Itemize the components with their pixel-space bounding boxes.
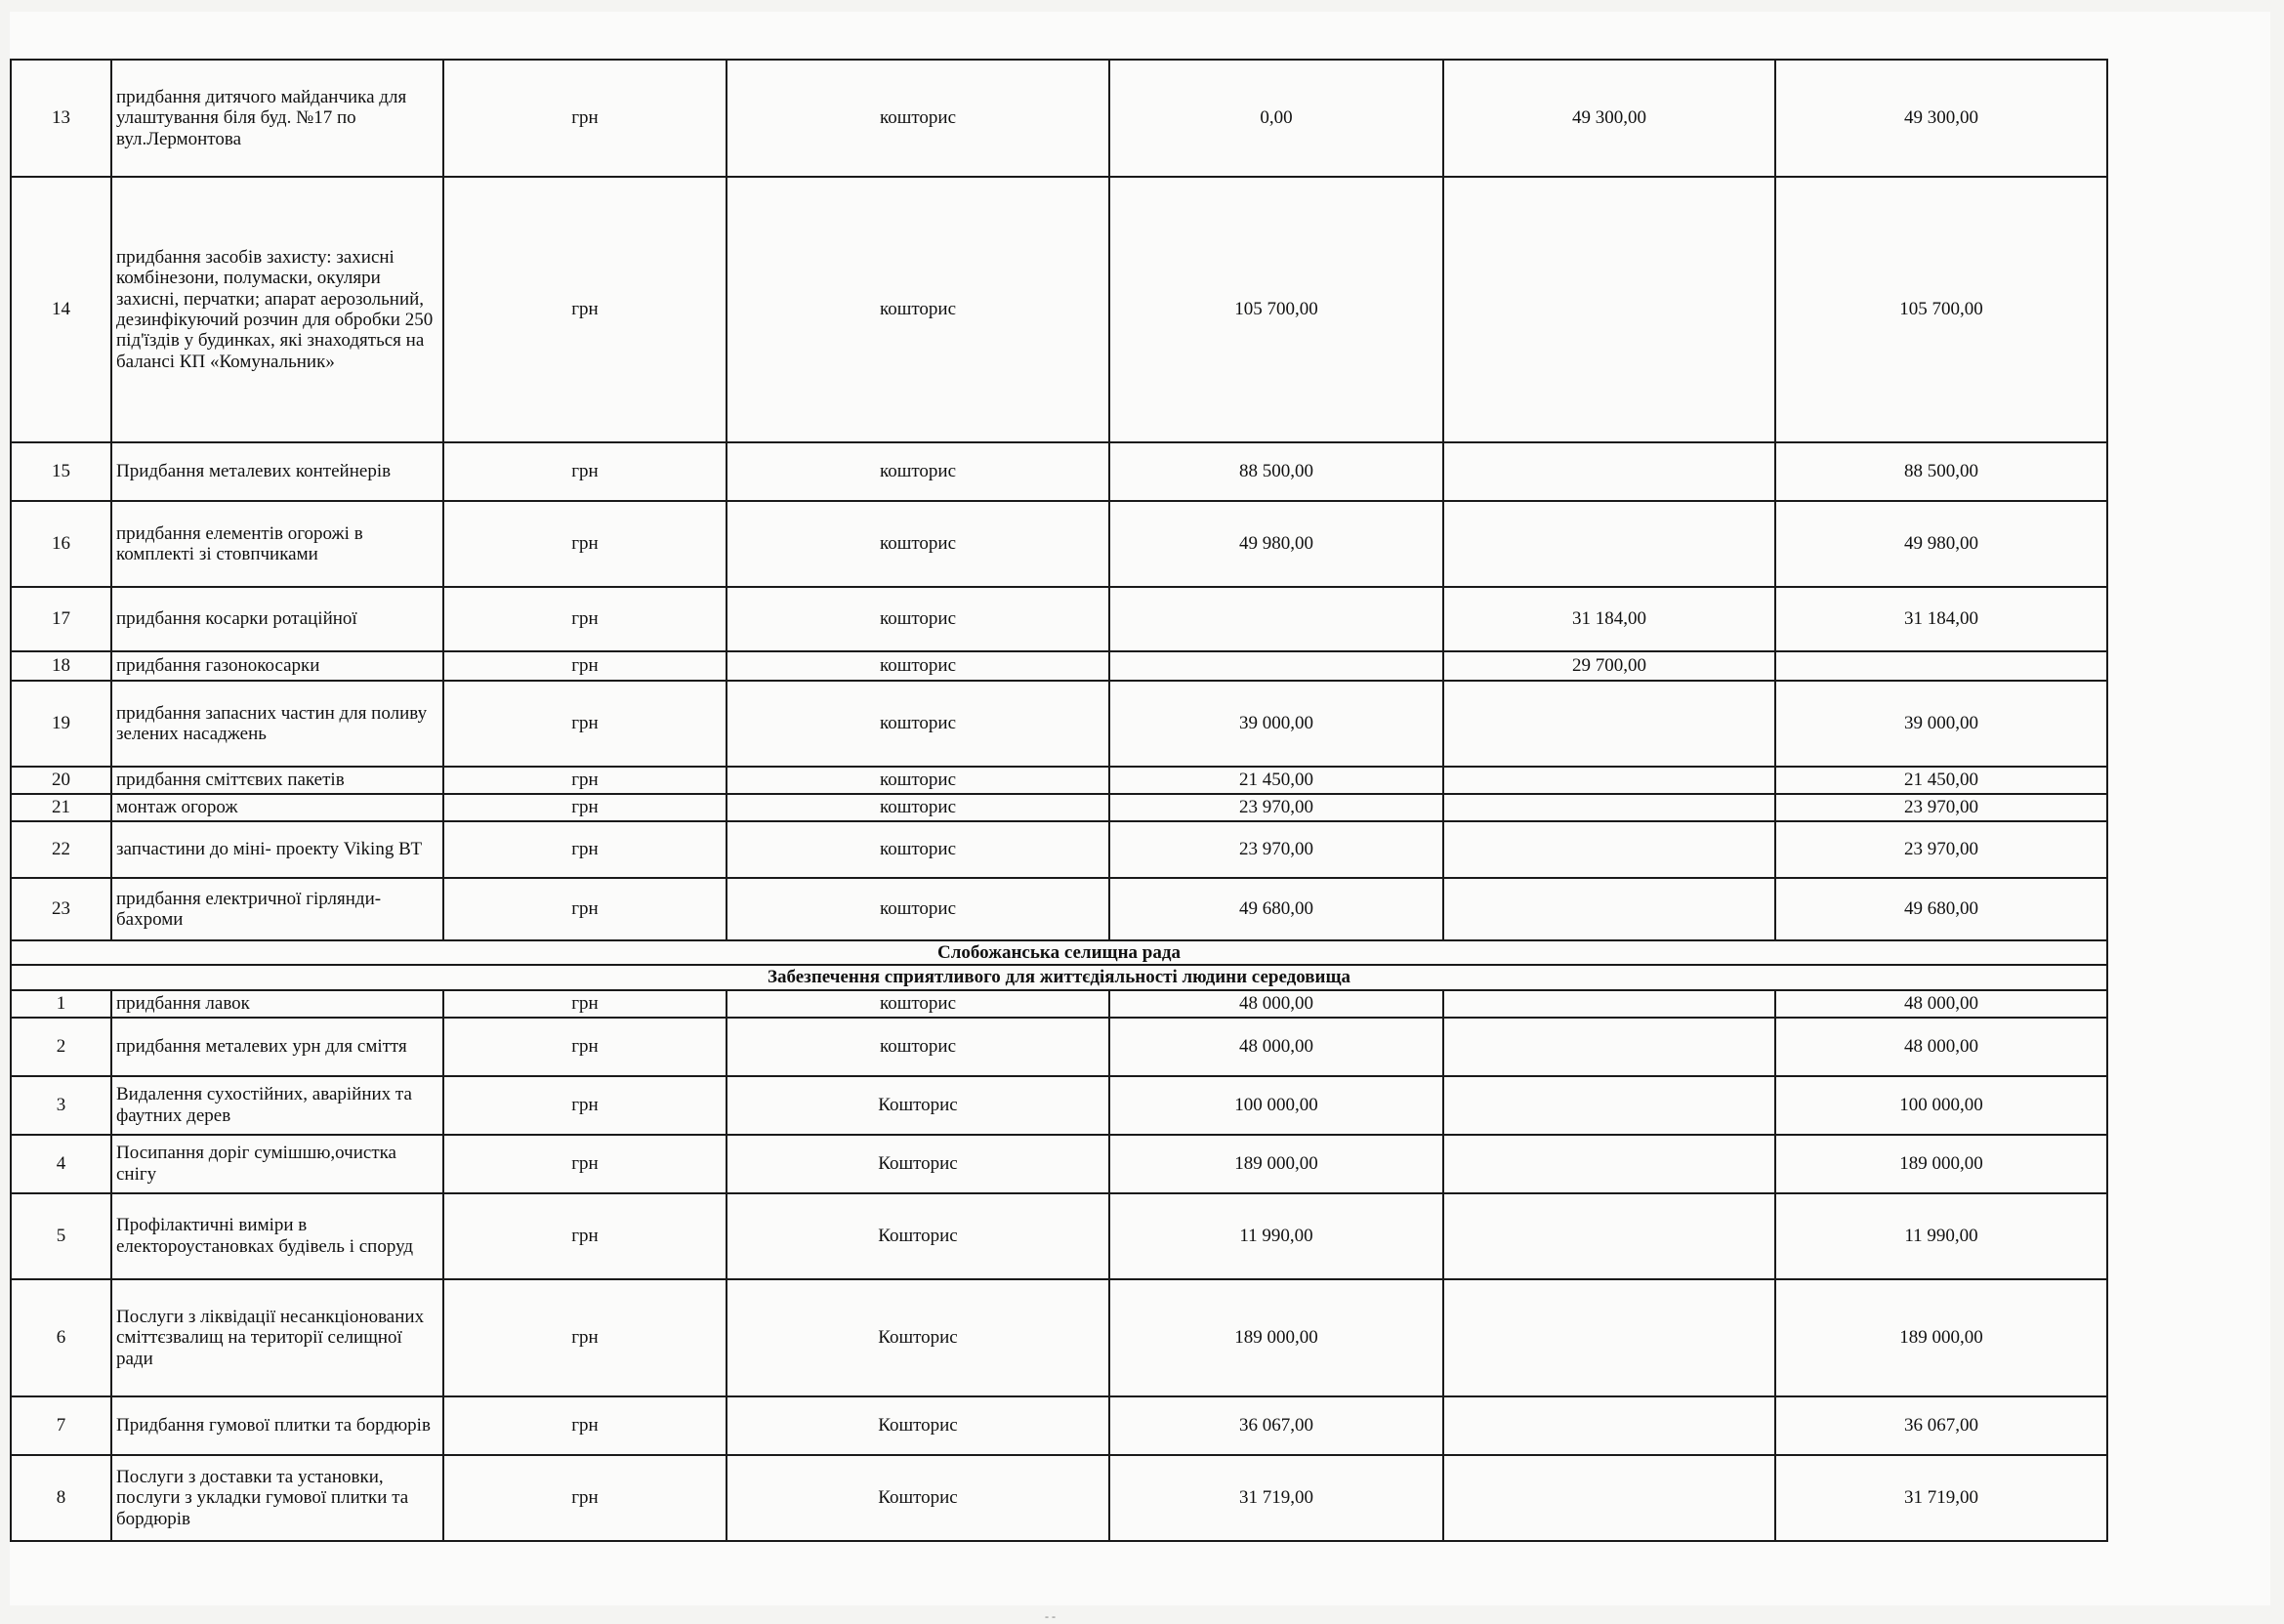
amount-total: 48 000,00 [1775,1018,2107,1076]
source-document: Кошторис [727,1135,1109,1193]
table-row [11,1455,2107,1541]
amount-column-2 [1443,177,1775,442]
item-name: запчастини до міні- проекту Viking ВТ [111,821,443,878]
section-header: Слобожанська селищна рада [11,940,2107,965]
unit-of-measure: грн [443,821,727,878]
row-number: 16 [11,501,111,587]
amount-column-2 [1443,501,1775,587]
source-document: кошторис [727,821,1109,878]
amount-column-2: 29 700,00 [1443,651,1775,681]
section-subheader-row [11,965,2107,989]
unit-of-measure: грн [443,442,727,501]
amount-column-1: 49 680,00 [1109,878,1443,940]
table-row [11,501,2107,587]
unit-of-measure: грн [443,1279,727,1396]
amount-column-2 [1443,1076,1775,1135]
table-row [11,587,2107,651]
amount-column-1: 36 067,00 [1109,1396,1443,1455]
amount-column-1: 23 970,00 [1109,821,1443,878]
amount-column-1: 48 000,00 [1109,1018,1443,1076]
amount-column-2: 31 184,00 [1443,587,1775,651]
section-header-row [11,940,2107,965]
item-name: придбання дитячого майданчика для улаштування біля буд. №17 по вул.Лермонтова [111,60,443,177]
item-name: Послуги з ліквідації несанкціонованих сміттєзвалищ на території селищної ради [111,1279,443,1396]
source-document: Кошторис [727,1076,1109,1135]
amount-total: 48 000,00 [1775,990,2107,1018]
item-name: придбання металевих урн для сміття [111,1018,443,1076]
amount-column-2 [1443,821,1775,878]
unit-of-measure: грн [443,1018,727,1076]
row-number: 17 [11,587,111,651]
row-number: 8 [11,1455,111,1541]
item-name: придбання засобів захисту: захисні комбінезони, полумаски, окуляри захисні, перчатки; апарат аерозольний, дезинфікуючий розчин для обробки 250 під'їздів у будинках, які знаходяться на балансі КП «Комунальник» [111,177,443,442]
amount-column-2 [1443,767,1775,794]
source-document: кошторис [727,794,1109,821]
item-name: придбання сміттєвих пакетів [111,767,443,794]
row-number: 20 [11,767,111,794]
amount-total: 100 000,00 [1775,1076,2107,1135]
amount-total: 36 067,00 [1775,1396,2107,1455]
scan-artifact: - - [1045,1609,1056,1623]
source-document: Кошторис [727,1279,1109,1396]
row-number: 3 [11,1076,111,1135]
source-document: кошторис [727,767,1109,794]
amount-total: 105 700,00 [1775,177,2107,442]
amount-column-1: 21 450,00 [1109,767,1443,794]
table-row [11,821,2107,878]
source-document: кошторис [727,587,1109,651]
amount-total: 49 300,00 [1775,60,2107,177]
source-document: Кошторис [727,1396,1109,1455]
budget-table [10,59,2108,1542]
item-name: придбання лавок [111,990,443,1018]
table-row [11,794,2107,821]
amount-total: 21 450,00 [1775,767,2107,794]
unit-of-measure: грн [443,1455,727,1541]
amount-total: 31 184,00 [1775,587,2107,651]
table-row [11,442,2107,501]
unit-of-measure: грн [443,767,727,794]
row-number: 14 [11,177,111,442]
amount-total [1775,651,2107,681]
unit-of-measure: грн [443,681,727,767]
amount-column-1 [1109,587,1443,651]
amount-column-1: 23 970,00 [1109,794,1443,821]
unit-of-measure: грн [443,651,727,681]
item-name: монтаж огорож [111,794,443,821]
table-row [11,177,2107,442]
table-row [11,1135,2107,1193]
amount-total: 23 970,00 [1775,794,2107,821]
table-row [11,681,2107,767]
unit-of-measure: грн [443,990,727,1018]
item-name: Придбання металевих контейнерів [111,442,443,501]
row-number: 13 [11,60,111,177]
source-document: кошторис [727,177,1109,442]
item-name: Придбання гумової плитки та бордюрів [111,1396,443,1455]
table-row [11,1396,2107,1455]
unit-of-measure: грн [443,878,727,940]
unit-of-measure: грн [443,60,727,177]
amount-column-2 [1443,1193,1775,1279]
table-row [11,1018,2107,1076]
amount-total: 49 980,00 [1775,501,2107,587]
amount-column-2 [1443,681,1775,767]
unit-of-measure: грн [443,587,727,651]
amount-column-2 [1443,1396,1775,1455]
item-name: придбання косарки ротаційної [111,587,443,651]
amount-column-1: 100 000,00 [1109,1076,1443,1135]
amount-column-2 [1443,878,1775,940]
amount-column-2: 49 300,00 [1443,60,1775,177]
row-number: 4 [11,1135,111,1193]
amount-total: 49 680,00 [1775,878,2107,940]
source-document: кошторис [727,501,1109,587]
item-name: придбання запасних частин для поливу зелених насаджень [111,681,443,767]
scanned-page [10,12,2270,1623]
amount-column-1: 11 990,00 [1109,1193,1443,1279]
unit-of-measure: грн [443,794,727,821]
source-document: Кошторис [727,1193,1109,1279]
item-name: Профілактичні виміри в електороустановках будівель і споруд [111,1193,443,1279]
row-number: 19 [11,681,111,767]
item-name: придбання елементів огорожі в комплекті зі стовпчиками [111,501,443,587]
unit-of-measure: грн [443,1396,727,1455]
table-row [11,1193,2107,1279]
amount-column-1: 0,00 [1109,60,1443,177]
amount-column-2 [1443,794,1775,821]
source-document: кошторис [727,681,1109,767]
amount-column-2 [1443,1279,1775,1396]
amount-column-1: 49 980,00 [1109,501,1443,587]
amount-total: 23 970,00 [1775,821,2107,878]
amount-column-1: 31 719,00 [1109,1455,1443,1541]
row-number: 1 [11,990,111,1018]
amount-column-2 [1443,1018,1775,1076]
amount-column-1 [1109,651,1443,681]
source-document: кошторис [727,878,1109,940]
section-subheader: Забезпечення сприятливого для життєдіяльності людини середовища [11,965,2107,989]
amount-column-2 [1443,990,1775,1018]
amount-column-2 [1443,1455,1775,1541]
item-name: Видалення сухостійних, аварійних та фаутних дерев [111,1076,443,1135]
amount-column-1: 105 700,00 [1109,177,1443,442]
row-number: 7 [11,1396,111,1455]
table-row [11,1279,2107,1396]
row-number: 22 [11,821,111,878]
amount-column-1: 88 500,00 [1109,442,1443,501]
row-number: 15 [11,442,111,501]
source-document: кошторис [727,442,1109,501]
amount-total: 88 500,00 [1775,442,2107,501]
table-row [11,878,2107,940]
item-name: Послуги з доставки та установки, послуги з укладки гумової плитки та бордюрів [111,1455,443,1541]
table-row [11,60,2107,177]
unit-of-measure: грн [443,177,727,442]
source-document: кошторис [727,651,1109,681]
amount-column-2 [1443,442,1775,501]
source-document: Кошторис [727,1455,1109,1541]
source-document: кошторис [727,60,1109,177]
amount-total: 189 000,00 [1775,1279,2107,1396]
amount-column-1: 39 000,00 [1109,681,1443,767]
row-number: 23 [11,878,111,940]
unit-of-measure: грн [443,1076,727,1135]
amount-column-2 [1443,1135,1775,1193]
table-row [11,651,2107,681]
table-row [11,1076,2107,1135]
unit-of-measure: грн [443,1193,727,1279]
row-number: 5 [11,1193,111,1279]
row-number: 18 [11,651,111,681]
item-name: придбання електричної гірлянди-бахроми [111,878,443,940]
table-row [11,767,2107,794]
item-name: Посипання доріг сумішшю,очистка снігу [111,1135,443,1193]
row-number: 2 [11,1018,111,1076]
amount-total: 189 000,00 [1775,1135,2107,1193]
table-row [11,990,2107,1018]
unit-of-measure: грн [443,1135,727,1193]
row-number: 21 [11,794,111,821]
item-name: придбання газонокосарки [111,651,443,681]
amount-total: 39 000,00 [1775,681,2107,767]
row-number: 6 [11,1279,111,1396]
amount-total: 11 990,00 [1775,1193,2107,1279]
amount-column-1: 189 000,00 [1109,1279,1443,1396]
unit-of-measure: грн [443,501,727,587]
source-document: кошторис [727,990,1109,1018]
amount-total: 31 719,00 [1775,1455,2107,1541]
amount-column-1: 189 000,00 [1109,1135,1443,1193]
amount-column-1: 48 000,00 [1109,990,1443,1018]
source-document: кошторис [727,1018,1109,1076]
